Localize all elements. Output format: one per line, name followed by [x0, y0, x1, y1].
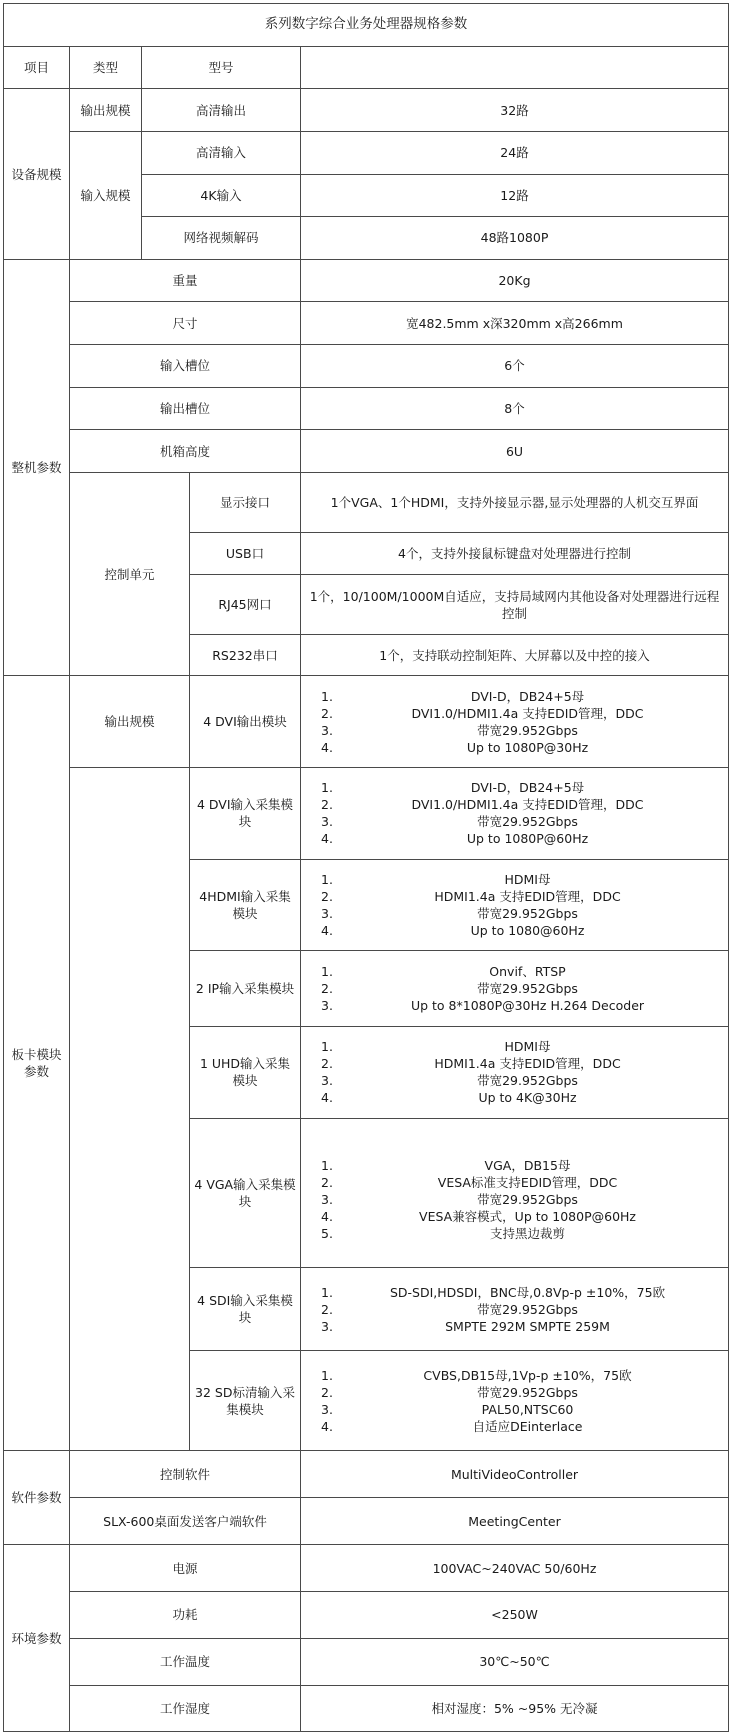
control-row-value: 1个VGA、1个HDMI，支持外接显示器,显示处理器的人机交互界面	[301, 472, 729, 532]
control-row-name: RJ45网口	[190, 575, 301, 635]
module-spec-list	[301, 859, 729, 951]
software-row-value: MeetingCenter	[301, 1498, 729, 1545]
list-item: 3. 带宽29.952Gbps	[321, 1073, 578, 1089]
software-row-name: SLX-600桌面发送客户端软件	[70, 1498, 301, 1545]
env-row-value: <250W	[301, 1592, 729, 1639]
device-output-value: 32路	[301, 89, 729, 132]
control-row-name: USB口	[190, 532, 301, 575]
list-item: 4. VESA兼容模式，Up to 1080P@60Hz	[321, 1208, 636, 1224]
list-item: 2. DVI1.0/HDMI1.4a 支持EDID管理，DDC	[321, 705, 644, 721]
module-spec-list	[301, 676, 729, 768]
control-row-value: 4个，支持外接鼠标键盘对处理器进行控制	[301, 532, 729, 575]
list-item: 3. 带宽29.952Gbps	[321, 1191, 578, 1207]
control-row-value: 1个，10/100M/1000M自适应，支持局域网内其他设备对处理器进行远程控制	[301, 575, 729, 635]
device-input-value: 48路1080P	[301, 217, 729, 260]
list-item: 1. SD-SDI,HDSDI，BNC母,0.8Vp-p ±10%，75欧	[321, 1284, 666, 1300]
env-row-name: 工作温度	[70, 1638, 301, 1685]
device-input-name: 4K输入	[142, 174, 301, 217]
header-model: 型号	[142, 46, 301, 89]
machine-row-name: 机箱高度	[70, 430, 301, 473]
list-item: 4. Up to 1080P@60Hz	[321, 831, 589, 847]
env-row-value: 100VAC~240VAC 50/60Hz	[301, 1545, 729, 1592]
module-name: 4 SDI输入采集模块	[190, 1268, 301, 1351]
cards-input-blank	[70, 768, 190, 1451]
module-name: 4 DVI输出模块	[190, 676, 301, 768]
machine-row-name: 尺寸	[70, 302, 301, 345]
env-row-name: 电源	[70, 1545, 301, 1592]
machine-row-name: 输入槽位	[70, 345, 301, 388]
module-name: 2 IP输入采集模块	[190, 951, 301, 1027]
env-row-value: 相对湿度：5% ~95% 无冷凝	[301, 1685, 729, 1731]
list-item: 3. SMPTE 292M SMPTE 259M	[321, 1318, 610, 1334]
section-software: 软件参数	[4, 1451, 70, 1545]
list-item: 2. HDMI1.4a 支持EDID管理，DDC	[321, 889, 621, 905]
control-row-name: RS232串口	[190, 634, 301, 676]
module-spec-list	[301, 1027, 729, 1119]
control-row-name: 显示接口	[190, 472, 301, 532]
list-item: 1. DVI-D，DB24+5母	[321, 780, 585, 796]
module-name: 4 DVI输入采集模块	[190, 768, 301, 860]
list-item: 1. HDMI母	[321, 1039, 551, 1055]
list-item: 1. VGA，DB15母	[321, 1157, 571, 1173]
list-item: 2. HDMI1.4a 支持EDID管理，DDC	[321, 1056, 621, 1072]
machine-row-value: 6个	[301, 345, 729, 388]
list-item: 2. 带宽29.952Gbps	[321, 1301, 578, 1317]
device-input-name: 网络视频解码	[142, 217, 301, 260]
machine-row-value: 6U	[301, 430, 729, 473]
list-item: 2. VESA标准支持EDID管理，DDC	[321, 1174, 618, 1190]
control-unit-label: 控制单元	[70, 472, 190, 676]
module-name: 32 SD标清输入采集模块	[190, 1351, 301, 1451]
list-item: 3. Up to 8*1080P@30Hz H.264 Decoder	[321, 998, 645, 1014]
device-input-label: 输入规模	[70, 131, 142, 259]
software-row-value: MultiVideoController	[301, 1451, 729, 1498]
module-spec-list	[301, 1268, 729, 1351]
list-item: 4. Up to 1080@60Hz	[321, 923, 585, 939]
table-title: 系列数字综合业务处理器规格参数	[4, 4, 729, 47]
control-row-value: 1个，支持联动控制矩阵、大屏幕以及中控的接入	[301, 634, 729, 676]
header-type: 类型	[70, 46, 142, 89]
machine-row-name: 输出槽位	[70, 387, 301, 430]
list-item: 1. HDMI母	[321, 872, 551, 888]
machine-row-value: 宽482.5mm x深320mm x高266mm	[301, 302, 729, 345]
device-output-label: 输出规模	[70, 89, 142, 132]
module-spec-list	[301, 951, 729, 1027]
section-machine: 整机参数	[4, 259, 70, 676]
list-item: 2. 带宽29.952Gbps	[321, 981, 578, 997]
list-item: 3. 带宽29.952Gbps	[321, 814, 578, 830]
env-row-name: 工作湿度	[70, 1685, 301, 1731]
module-spec-list	[301, 768, 729, 860]
section-environment: 环境参数	[4, 1545, 70, 1732]
list-item: 3. 带宽29.952Gbps	[321, 906, 578, 922]
list-item: 4. 自适应DEinterlace	[321, 1418, 583, 1434]
list-item: 2. DVI1.0/HDMI1.4a 支持EDID管理，DDC	[321, 797, 644, 813]
list-item: 3. 带宽29.952Gbps	[321, 722, 578, 738]
spec-table	[3, 3, 729, 1732]
env-row-value: 30℃~50℃	[301, 1638, 729, 1685]
list-item: 1. Onvif、RTSP	[321, 964, 566, 980]
list-item: 2. 带宽29.952Gbps	[321, 1384, 578, 1400]
section-device-scale: 设备规模	[4, 89, 70, 260]
device-output-name: 高清输出	[142, 89, 301, 132]
module-spec-list	[301, 1351, 729, 1451]
list-item: 3. PAL50,NTSC60	[321, 1401, 574, 1417]
device-input-value: 24路	[301, 131, 729, 174]
header-item: 项目	[4, 46, 70, 89]
machine-row-value: 8个	[301, 387, 729, 430]
list-item: 5. 支持黑边裁剪	[321, 1225, 566, 1241]
device-input-value: 12路	[301, 174, 729, 217]
device-input-name: 高清输入	[142, 131, 301, 174]
module-name: 4 VGA输入采集模块	[190, 1118, 301, 1267]
env-row-name: 功耗	[70, 1592, 301, 1639]
list-item: 1. CVBS,DB15母,1Vp-p ±10%，75欧	[321, 1367, 632, 1383]
machine-row-name: 重量	[70, 259, 301, 302]
module-spec-list	[301, 1118, 729, 1267]
module-name: 1 UHD输入采集模块	[190, 1027, 301, 1119]
software-row-name: 控制软件	[70, 1451, 301, 1498]
module-name: 4HDMI输入采集模块	[190, 859, 301, 951]
list-item: 4. Up to 1080P@30Hz	[321, 739, 589, 755]
header-blank	[301, 46, 729, 89]
list-item: 4. Up to 4K@30Hz	[321, 1090, 577, 1106]
cards-output-label: 输出规模	[70, 676, 190, 768]
section-cards: 板卡模块参数	[4, 676, 70, 1451]
list-item: 1. DVI-D，DB24+5母	[321, 688, 585, 704]
machine-row-value: 20Kg	[301, 259, 729, 302]
